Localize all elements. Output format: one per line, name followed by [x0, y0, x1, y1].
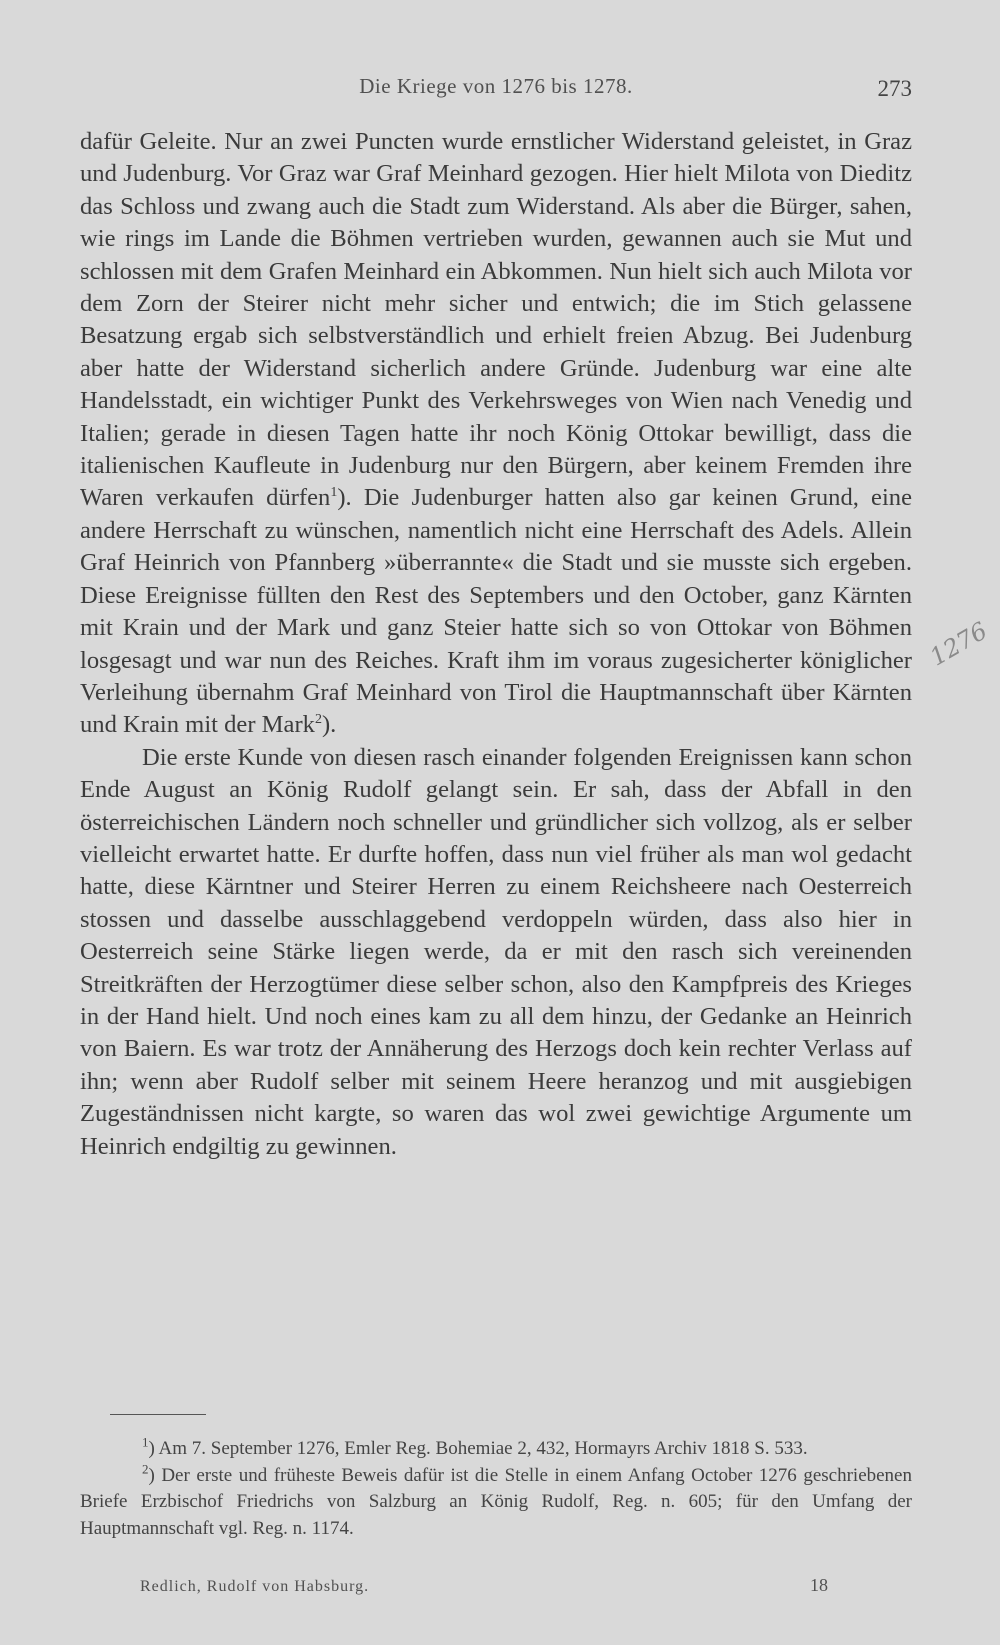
footnote-2	[80, 1463, 912, 1543]
footnote-2-number: 2	[142, 1461, 149, 1477]
footnote-1-number: 1	[142, 1434, 149, 1450]
footnote-1-text: ) Am 7. September 1276, Emler Reg. Bohemiae 2, 432, Hormayrs Archiv 1818 S. 533.	[148, 1438, 808, 1459]
footnotes	[80, 1436, 912, 1542]
main-text	[80, 126, 912, 1163]
footnote-divider	[110, 1414, 206, 1415]
footnote-ref-2: 2	[314, 712, 322, 728]
page-header	[80, 74, 912, 104]
paragraph-1	[80, 126, 912, 742]
footnote-2-text: ) Der erste und früheste Beweis dafür ist die Stelle in einem Anfang October 1276 geschriebenen Briefe Erzbischof Friedrichs von Salzburg an König Rudolf, Reg. n. 605; für den Umfang der Hauptmannschaft vgl. Reg. n. 1174.	[80, 1464, 912, 1539]
paragraph-1-part-2: ). Die Judenburger hatten also gar keinen Grund, eine andere Herrschaft zu wünschen, namentlich nicht eine Herrschaft des Adels. Allein Graf Heinrich von Pfannberg »überrannte« die Stadt und sie musste sich ergeben. Diese Ereignisse füllten den Rest des Septembers und den October, ganz Kärnten mit Krain und der Mark und ganz Steier hatte sich so von Ottokar von Böhmen losgesagt und war nun des Reiches. Kraft ihm im voraus zugesicherter königlicher Verleihung übernahm Graf Meinhard von Tirol die Hauptmannschaft über Kärnten und Krain mit der Mark	[80, 484, 912, 739]
paragraph-1-part-3: ).	[321, 711, 337, 739]
footnote-ref-1: 1	[330, 485, 338, 501]
signature-line: Redlich, Rudolf von Habsburg.	[140, 1578, 370, 1595]
paragraph-1-part-1: dafür Geleite. Nur an zwei Puncten wurde ernstlicher Widerstand geleistet, in Graz und Judenburg. Vor Graz war Graf Meinhard gezogen. Hier hielt Milota von Dieditz das Schloss und zwang auch die Stadt zum Widerstand. Als aber die Bürger, sahen, wie rings im Lande die Böhmen vertrieben wurden, gewannen auch sie Mut und schlossen mit dem Grafen Meinhard ein Abkommen. Nun hielt sich auch Milota vor dem Zorn der Steirer nicht mehr sicher und entwich; die im Stich gelassene Besatzung ergab sich selbstverständlich und erhielt freien Abzug. Bei Judenburg aber hatte der Widerstand sicherlich andere Gründe. Judenburg war eine alte Handelsstadt, ein wichtiger Punkt des Verkehrsweges von Wien nach Venedig und Italien; gerade in diesen Tagen hatte ihr noch König Ottokar bewilligt, dass die italienischen Kaufleute in Judenburg nur den Bürgern, aber keinem Fremden ihre Waren verkaufen dürfen	[80, 128, 912, 512]
paragraph-2: Die erste Kunde von diesen rasch einander folgenden Ereignissen kann schon Ende August an König Rudolf gelangt sein. Er sah, dass der Abfall in den österreichischen Ländern noch schneller und gründlicher sich vollzog, als er selber vielleicht erwartet hatte. Er durfte hoffen, dass nun viel früher als man wol gedacht hatte, diese Kärntner und Steirer Herren zu einem Reichsheere nach Oesterreich stossen und dasselbe ausschlaggebend verdoppeln würden, dass also hier in Oesterreich seine Stärke liegen werde, da er mit den rasch sich vereinenden Streitkräften der Herzogtümer diese selber schon, also den Kampfpreis des Krieges in der Hand hielt. Und noch eines kam zu all dem hinzu, der Gedanke an Heinrich von Baiern. Es war trotz der Annäherung des Herzogs doch kein rechter Verlass auf ihn; wenn aber Rudolf selber mit seinem Heere heranzog und mit ausgiebigen Zugeständnissen nicht kargte, so waren das wol zwei gewichtige Argumente um Heinrich endgiltig zu gewinnen.	[80, 743, 912, 1160]
page-number: 273	[877, 76, 912, 101]
handwritten-margin-note: 1276	[925, 616, 992, 672]
sheet-number: 18	[810, 1575, 828, 1595]
footnote-1	[80, 1436, 912, 1463]
running-title: Die Kriege von 1276 bis 1278.	[359, 74, 633, 98]
